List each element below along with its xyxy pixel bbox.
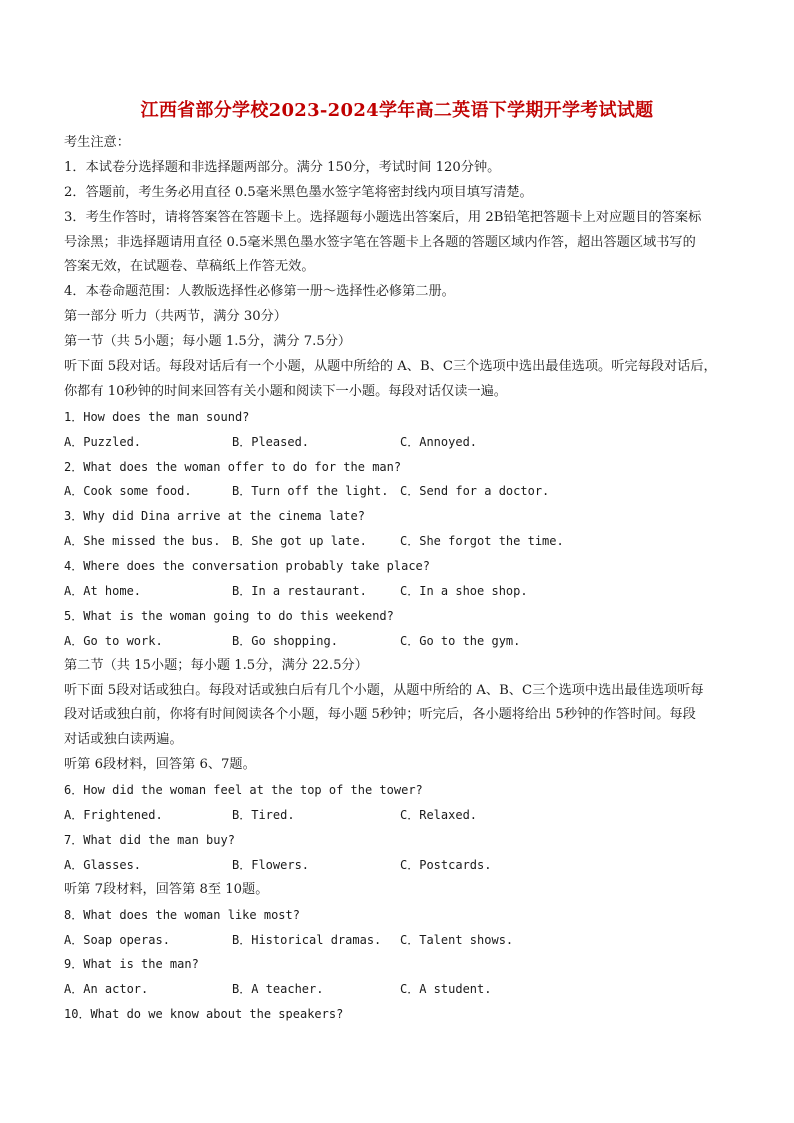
question-stem: 4．Where does the conversation probably take place?	[64, 559, 431, 574]
section2-heading: 第二节（共 15小题；每小题 1.5分，满分 22.5分）	[64, 657, 368, 673]
question-options	[64, 579, 734, 604]
notice-heading: 考生注意：	[64, 135, 130, 150]
option-b: B．A teacher.	[232, 982, 324, 997]
option-c: C．Send for a doctor.	[400, 484, 550, 499]
question-options	[64, 928, 734, 953]
option-c: C．A student.	[400, 982, 492, 997]
option-a: A．Soap operas.	[64, 932, 170, 947]
option-b: B．Go shopping.	[232, 633, 338, 648]
option-c: C．Annoyed.	[400, 434, 478, 449]
part1-heading: 第一部分 听力（共两节，满分 30分）	[64, 309, 287, 325]
section1-instruction: 你都有 10秒钟的时间来回答有关小题和阅读下一小题。每段对话仅读一遍。	[64, 383, 507, 399]
option-b: B．She got up late.	[232, 534, 367, 549]
section2-instruction: 对话或独白读两遍。	[64, 732, 183, 748]
section1-heading: 第一节（共 5小题；每小题 1.5分，满分 7.5分）	[64, 334, 352, 350]
question-stem: 5．What is the woman going to do this weekend?	[64, 608, 394, 623]
question-options	[64, 803, 734, 828]
question-stem: 7．What did the man buy?	[64, 832, 235, 847]
notice-item: 4．本卷命题范围：人教版选择性必修第一册～选择性必修第二册。	[64, 284, 455, 300]
question-stem: 9．What is the man?	[64, 957, 199, 972]
option-c: C．Talent shows.	[400, 932, 514, 947]
option-a: A．Frightened.	[64, 808, 163, 823]
option-a: A．She missed the bus.	[64, 534, 221, 549]
option-b: B．Flowers.	[232, 857, 310, 872]
question-options	[64, 977, 734, 1002]
question-stem: 10．What do we know about the speakers?	[64, 1007, 344, 1022]
option-b: B．In a restaurant.	[232, 584, 367, 599]
option-a: A．An actor.	[64, 982, 149, 997]
option-a: A．Go to work.	[64, 633, 163, 648]
question-stem: 1．How does the man sound?	[64, 409, 250, 424]
question-stem: 6．How did the woman feel at the top of the tower?	[64, 783, 423, 798]
notice-item: 3．考生作答时，请将答案答在答题卡上。选择题每小题选出答案后，用 2B铅笔把答题卡上对应题目的答案标	[64, 209, 702, 225]
question-stem: 8．What does the woman like most?	[64, 907, 300, 922]
question-options	[64, 853, 734, 878]
notice-item: 答案无效，在试题卷、草稿纸上作答无效。	[64, 259, 315, 275]
section2-instruction: 段对话或独白前，你将有时间阅读各个小题，每小题 5秒钟；听完后，各小题将给出 5秒钟的作答时间。每段	[64, 707, 696, 723]
option-a: A．At home.	[64, 584, 142, 599]
question-stem: 2．What does the woman offer to do for the man?	[64, 459, 402, 474]
option-b: B．Historical dramas.	[232, 932, 382, 947]
question-options	[64, 430, 734, 455]
notice-item: 2．答题前，考生务必用直径 0.5毫米黑色墨水签字笔将密封线内项目填写清楚。	[64, 184, 533, 200]
option-c: C．She forgot the time.	[400, 534, 564, 549]
option-a: A．Puzzled.	[64, 434, 142, 449]
notice-item: 1．本试卷分选择题和非选择题两部分。满分 150分，考试时间 120分钟。	[64, 159, 501, 175]
question-stem: 3．Why did Dina arrive at the cinema late?	[64, 509, 365, 524]
section2-instruction: 听下面 5段对话或独白。每段对话或独白后有几个小题，从题中所给的 A、B、C三个选项中选出最佳选项听每	[64, 682, 704, 698]
material-note: 听第 6段材料，回答第 6、7题。	[64, 757, 256, 773]
question-options	[64, 529, 734, 554]
section1-instruction: 听下面 5段对话。每段对话后有一个小题，从题中所给的 A、B、C三个选项中选出最佳选项。听完每段对话后，	[64, 359, 717, 375]
option-c: C．In a shoe shop.	[400, 584, 528, 599]
question-options	[64, 479, 734, 504]
option-b: B．Pleased.	[232, 434, 310, 449]
material-note: 听第 7段材料，回答第 8至 10题。	[64, 881, 269, 897]
option-c: C．Postcards.	[400, 857, 492, 872]
question-options	[64, 629, 734, 654]
exam-content	[64, 131, 734, 1027]
option-c: C．Go to the gym.	[400, 633, 521, 648]
option-a: A．Cook some food.	[64, 484, 192, 499]
option-a: A．Glasses.	[64, 857, 142, 872]
notice-item: 号涂黑；非选择题请用直径 0.5毫米黑色墨水签字笔在答题卡上各题的答题区域内作答，超出答题区域书写的	[64, 234, 696, 250]
option-c: C．Relaxed.	[400, 808, 478, 823]
option-b: B．Turn off the light.	[232, 484, 389, 499]
exam-title: 江西省部分学校2023-2024学年高二英语下学期开学考试试题	[140, 100, 654, 121]
option-b: B．Tired.	[232, 808, 295, 823]
